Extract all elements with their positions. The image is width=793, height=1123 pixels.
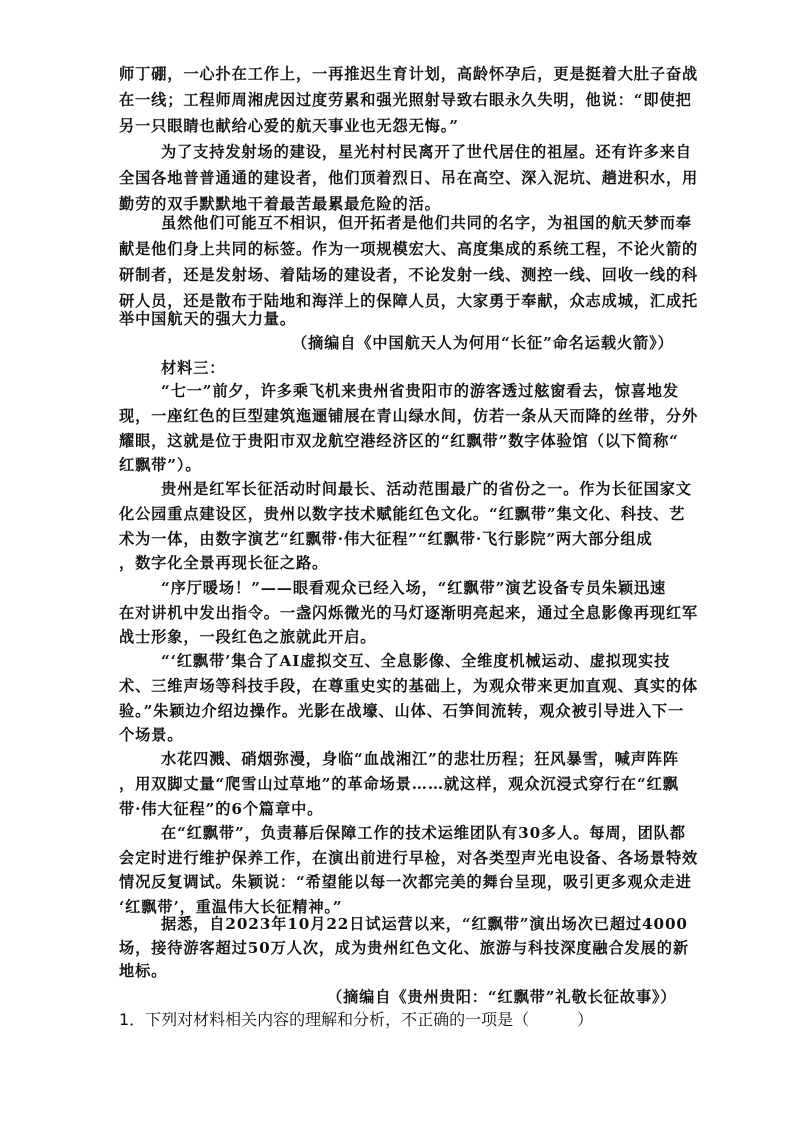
text-line: 在一线；工程师周湘虎因过度劳累和强光照射导致右眼永久失明，他说：“即使把	[119, 91, 692, 109]
text-line: 献是他们身上共同的标签。作为一项规模宏大、高度集成的系统工程，不论火箭的	[119, 240, 699, 258]
text-line: ，用双脚丈量“爬雪山过草地”的革命场景……就这样，观众沉浸式穿行在“红飘	[119, 775, 679, 793]
text-line: 勤劳的双手默默地干着最苦最累最危险的活。	[119, 195, 441, 213]
text-line: 水花四溅、硝烟弥漫，身临“血战湘江”的悲壮历程；狂风暴雪，喊声阵阵	[161, 750, 679, 768]
text-line: ，数字化全景再现长征之路。	[119, 554, 329, 572]
section-label: 材料三：	[161, 359, 226, 377]
text-line: 研人员，还是散布于陆地和海洋上的保障人员，大家勇于奉献，众志成城，汇成托	[119, 292, 699, 310]
text-line: “七一”前夕，许多乘飞机来贵州省贵阳市的游客透过舷窗看去，惊喜地发	[161, 382, 679, 400]
question-stem: 1．下列对材料相关内容的理解和分析，不正确的一项是（ ）	[119, 1010, 594, 1029]
text-line: “‘红飘带’集合了AI虚拟交互、全息影像、全维度机械运动、虚拟现实技	[161, 652, 671, 670]
text-line: 术为一体，由数字演艺“红飘带·伟大征程”“红飘带·飞行影院”两大部分组成	[119, 530, 653, 548]
text-line: “序厅暖场！”——眼看观众已经入场，“红飘带”演艺设备专员朱颖迅速	[161, 579, 667, 597]
source-citation: （摘编自《贵州贵阳：“红飘带”礼敬长征故事》）	[327, 988, 677, 1006]
text-line: 情况反复调试。朱颖说：“希望能以每一次都完美的舞台呈现，吸引更多观众走进	[119, 873, 692, 891]
text-line: 个场景。	[119, 726, 184, 744]
text-line: 术、三维声场等科技手段，在尊重史实的基础上，为观众带来更加直观、真实的体	[119, 677, 699, 695]
text-line: 研制者，还是发射场、着陆场的建设者，不论发射一线、测控一线、回收一线的科	[119, 266, 699, 284]
source-citation: （摘编自《中国航天人为何用“长征”命名运载火箭》）	[292, 334, 674, 352]
text-line: 战士形象，一段红色之旅就此开启。	[119, 628, 377, 646]
text-line: 在对讲机中发出指令。一盏闪烁微光的马灯逐渐明亮起来，通过全息影像再现红军	[119, 604, 699, 622]
text-line: 举中国航天的强大力量。	[119, 310, 296, 328]
text-line: 虽然他们可能互不相识，但开拓者是他们共同的名字，为祖国的航天梦而奉	[161, 214, 692, 232]
text-line: 为了支持发射场的建设，星光村村民离开了世代居住的祖屋。还有许多来自	[161, 143, 692, 161]
text-line: 现，一座红色的巨型建筑迤逦铺展在青山绿水间，仿若一条从天而降的丝带，分外	[119, 407, 699, 425]
text-line: 耀眼，这就是位于贵阳市双龙航空港经济区的“红飘带”数字体验馆（以下简称“	[119, 432, 679, 450]
text-line: 据悉，自2023年10月22日试运营以来，“红飘带”演出场次已超过4000	[161, 915, 688, 933]
text-line: 红飘带”）。	[119, 456, 202, 474]
text-line: 另一只眼睛也献给心爱的航天事业也无怨无悔。”	[119, 117, 459, 135]
text-line: 师丁硼，一心扑在工作上，一再推迟生育计划，高龄怀孕后，更是挺着大肚子奋战	[119, 65, 699, 83]
text-line: 地标。	[119, 962, 168, 980]
text-line: 场，接待游客超过50万人次，成为贵州红色文化、旅游与科技深度融合发展的新	[119, 939, 689, 957]
text-line: 在“红飘带”，负责幕后保障工作的技术运维团队有30多人。每周，团队都	[161, 824, 686, 842]
text-line: 会定时进行维护保养工作，在演出前进行早检，对各类型声光电设备、各场景特效	[119, 849, 699, 867]
text-line: 带·伟大征程”的6个篇章中。	[119, 800, 324, 818]
text-line: 全国各地普普通通的建设者，他们顶着烈日、吊在高空、深入泥坑、趟进积水，用	[119, 169, 699, 187]
text-line: 验。”朱颖边介绍边操作。光影在战壕、山体、石笋间流转，观众被引导进入下一	[119, 702, 685, 720]
text-line: 化公园重点建设区，贵州以数字技术赋能红色文化。“红飘带”集文化、科技、艺	[119, 505, 686, 523]
text-line: 贵州是红军长征活动时间最长、活动范围最广的省份之一。作为长征国家文	[161, 480, 692, 498]
text-line: ‘红飘带’，重温伟大长征精神。”	[119, 898, 343, 916]
